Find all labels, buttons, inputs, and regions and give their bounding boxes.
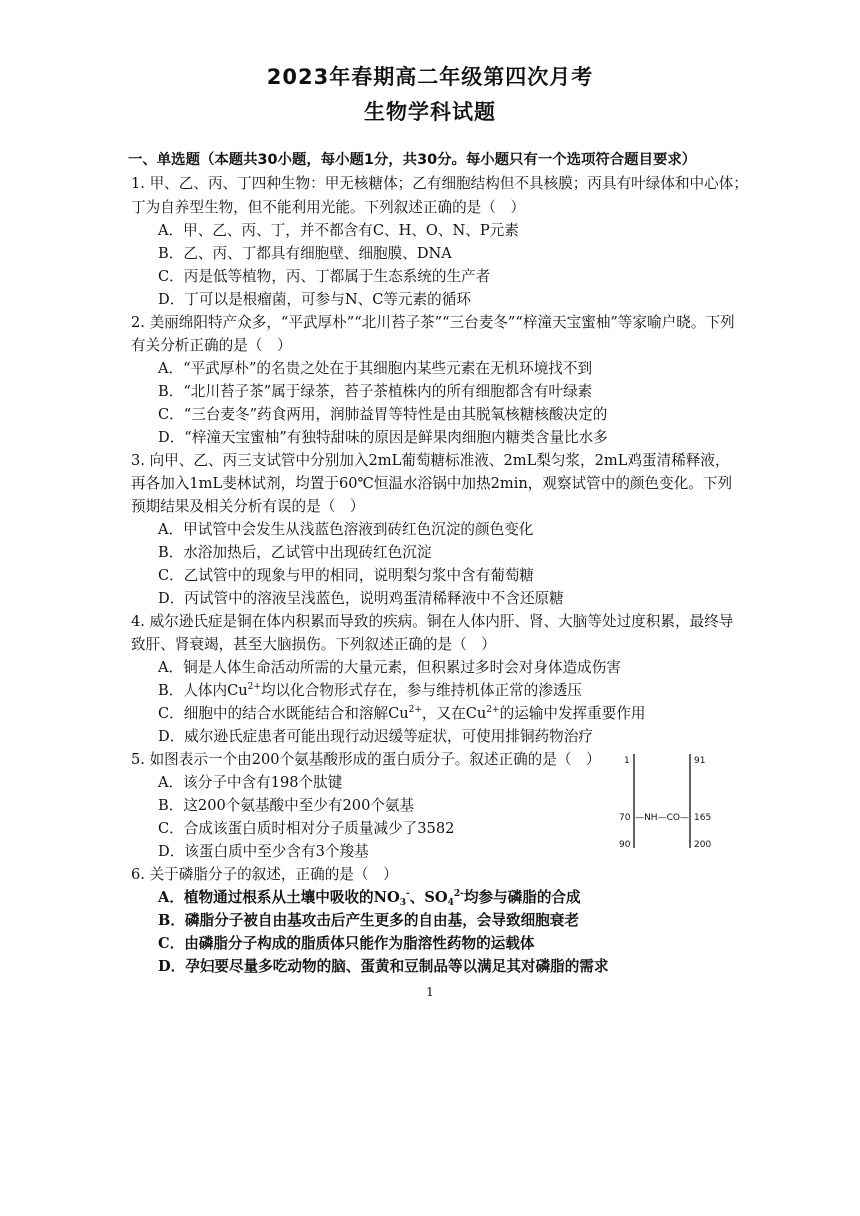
protein-structure-figure — [612, 748, 722, 858]
q2-option-d: D．“梓潼天宝蜜柚”有独特甜味的原因是鲜果肉细胞内糖类含量比水多 — [158, 429, 608, 446]
q2-option-a: A．“平武厚朴”的名贵之处在于其细胞内某些元素在无机环境找不到 — [158, 360, 593, 377]
q3-stem-line1: 3. 向甲、乙、丙三支试管中分别加入2mL葡萄糖标准液、2mL梨匀浆，2mL鸡蛋清稀释液， — [131, 452, 730, 469]
q5-option-c: C．合成该蛋白质时相对分子质量减少了3582 — [158, 820, 455, 837]
label-residue-91: 91 — [694, 756, 706, 766]
exam-title: 2023年春期高二年级第四次月考 — [266, 65, 594, 89]
label-residue-200: 200 — [694, 840, 712, 850]
q2-stem-line2: 有关分析正确的是（ ） — [131, 337, 292, 354]
q3-option-a: A．甲试管中会发生从浅蓝色溶液到砖红色沉淀的颜色变化 — [158, 521, 534, 538]
q4-option-b: B．人体内$Cu^{2+}$均以化合物形式存在，参与维持机体正常的渗透压 — [158, 682, 583, 699]
section-heading: 一、单选题（本题共30小题，每小题1分，共30分。每小题只有一个选项符合题目要求） — [128, 152, 697, 168]
q2-option-c: C．“三台麦冬”药食两用，润肺益胃等特性是由其脱氧核糖核酸决定的 — [158, 406, 608, 423]
q1-option-d: D．丁可以是根瘤菌，可参与N、C等元素的循环 — [158, 291, 471, 308]
q4-stem-line1: 4. 威尔逊氏症是铜在体内积累而导致的疾病。铜在人体内肝、肾、大脑等处过度积累，最终导 — [131, 613, 734, 630]
q3-option-c: C．乙试管中的现象与甲的相同，说明梨匀浆中含有葡萄糖 — [158, 567, 535, 584]
label-residue-165: 165 — [694, 813, 712, 823]
q1-option-c: C．丙是低等植物，丙、丁都属于生态系统的生产者 — [158, 268, 491, 285]
q4-option-c: C．细胞中的结合水既能结合和溶解$Cu^{2+}$，又在$Cu^{2+}$的运输中发挥重要作用 — [158, 705, 646, 722]
label-residue-90: 90 — [619, 840, 631, 850]
q4-option-a: A．铜是人体生命活动所需的大量元素，但积累过多时会对身体造成伤害 — [158, 659, 621, 676]
q3-option-d: D．丙试管中的溶液呈浅蓝色，说明鸡蛋清稀释液中不含还原糖 — [158, 590, 564, 607]
q4-stem-line2: 致肝、肾衰竭，甚至大脑损伤。下列叙述正确的是（ ） — [131, 636, 496, 653]
q5-option-a: A．该分子中含有198个肽键 — [158, 774, 343, 791]
q6-option-d: D．孕妇要尽量多吃动物的脑、蛋黄和豆制品等以满足其对磷脂的需求 — [158, 958, 609, 975]
q2-option-b: B．“北川苔子茶”属于绿茶，苔子茶植株内的所有细胞都含有叶绿素 — [158, 383, 593, 400]
q3-option-b: B．水浴加热后，乙试管中出现砖红色沉淀 — [158, 544, 432, 561]
label-residue-1: 1 — [624, 756, 630, 766]
q1-stem-line1: 1. 甲、乙、丙、丁四种生物：甲无核糖体；乙有细胞结构但不具核膜；丙具有叶绿体和中心体； — [131, 175, 748, 192]
q3-stem-line2: 再各加入1mL斐林试剂，均置于60℃恒温水浴锅中加热2min，观察试管中的颜色变化。下列 — [131, 475, 733, 492]
q6-stem: 6. 关于磷脂分子的叙述，正确的是（ ） — [131, 866, 398, 883]
q2-stem-line1: 2. 美丽绵阳特产众多，“平武厚朴”“北川苔子茶”“三台麦冬”“梓潼天宝蜜柚”等家喻户晓。下列 — [131, 314, 735, 331]
page-number: 1 — [426, 985, 434, 999]
q6-option-a: A．植物通过根系从土壤中吸收的$NO_3^-$、$SO_4^{2-}$均参与磷脂的合成 — [158, 889, 581, 908]
q5-option-b: B．这200个氨基酸中至少有200个氨基 — [158, 797, 415, 814]
q5-stem: 5. 如图表示一个由200个氨基酸形成的蛋白质分子。叙述正确的是（ ） — [131, 751, 601, 768]
peptide-bond-bridge: —NH—CO— — [635, 813, 689, 823]
q1-option-b: B．乙、丙、丁都具有细胞壁、细胞膜、DNA — [158, 245, 452, 262]
q1-stem-line2: 丁为自养型生物，但不能利用光能。下列叙述正确的是（ ） — [131, 199, 526, 216]
q1-option-a: A．甲、乙、丙、丁，并不都含有C、H、O、N、P元素 — [158, 222, 519, 239]
q5-option-d: D．该蛋白质中至少含有3个羧基 — [158, 843, 369, 860]
q3-stem-line3: 预期结果及相关分析有误的是（ ） — [131, 498, 365, 515]
q6-option-c: C．由磷脂分子构成的脂质体只能作为脂溶性药物的运载体 — [158, 935, 535, 952]
q6-option-b: B．磷脂分子被自由基攻击后产生更多的自由基，会导致细胞衰老 — [158, 912, 579, 929]
exam-subtitle: 生物学科试题 — [364, 100, 496, 124]
q4-option-d: D．威尔逊氏症患者可能出现行动迟缓等症状，可使用排铜药物治疗 — [158, 728, 593, 745]
label-residue-70: 70 — [619, 813, 631, 823]
